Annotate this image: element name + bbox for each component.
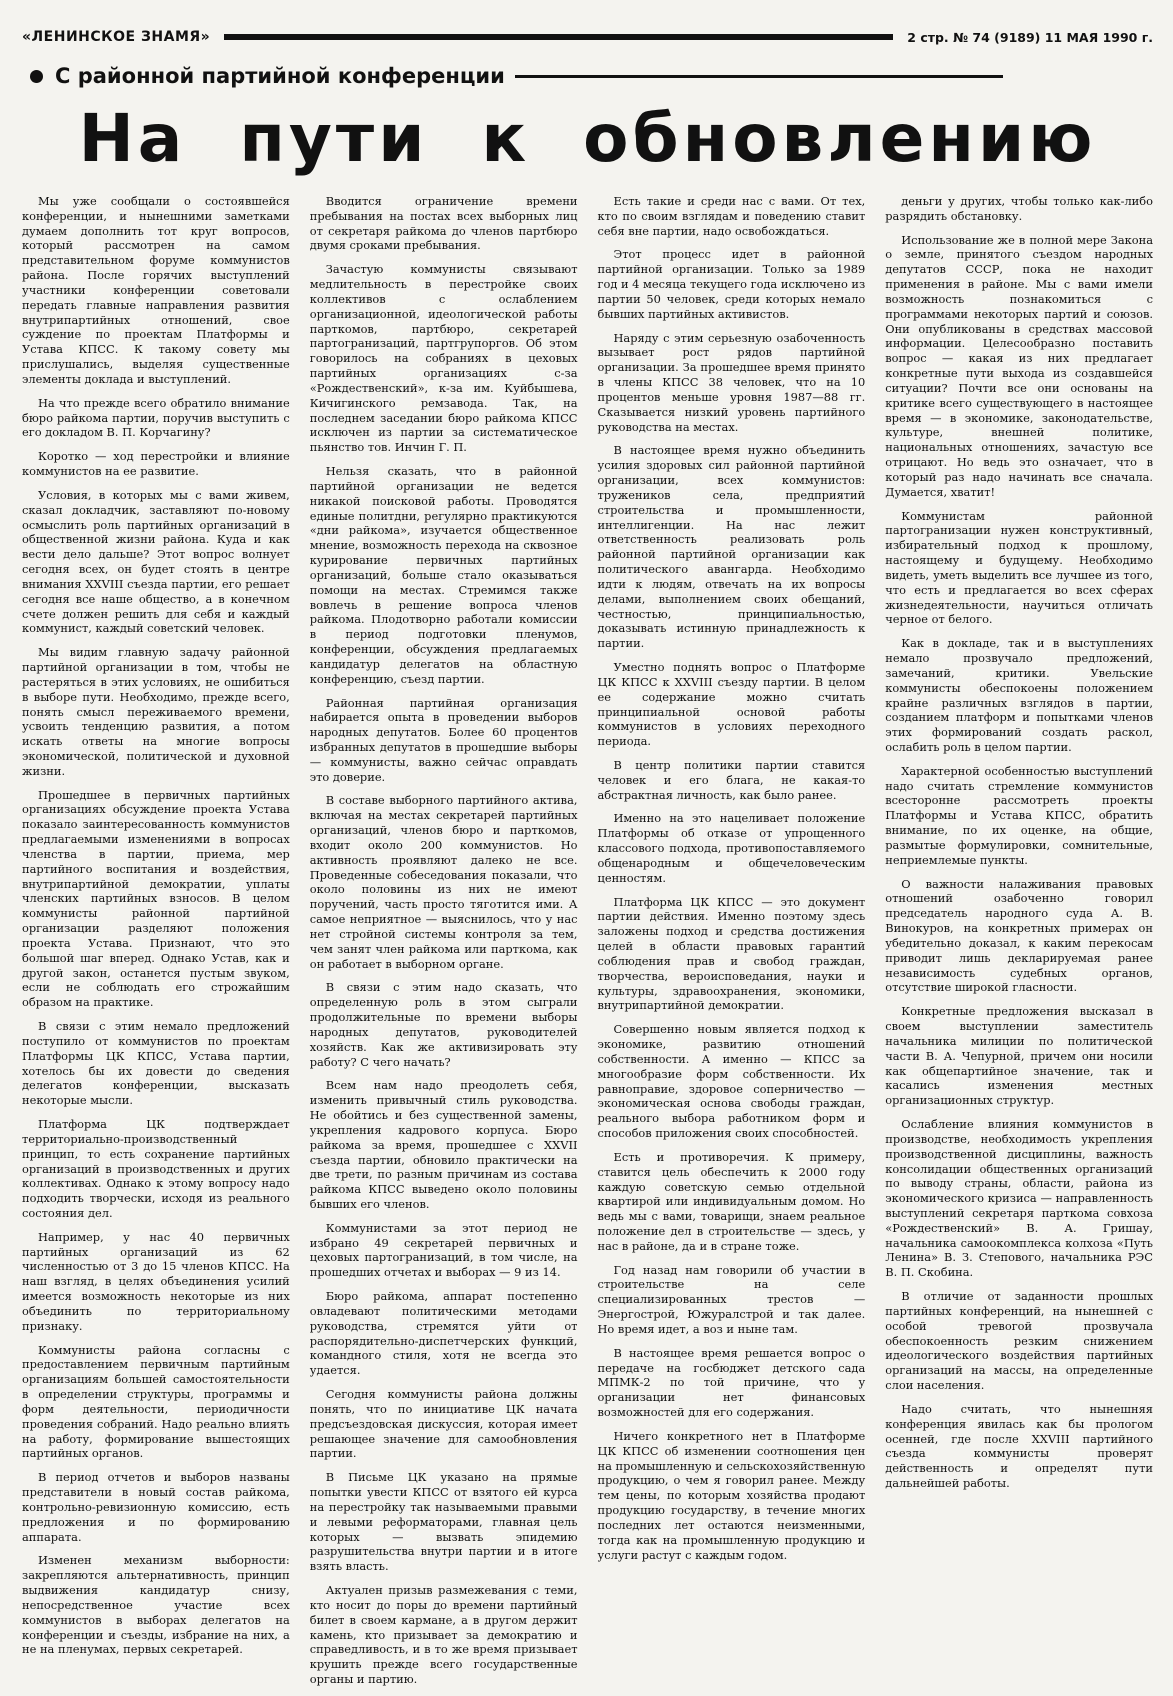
article-column-2: [310, 194, 578, 1696]
article-paragraph: Есть и противоречия. К примеру, ставится цель обеспечить к 2000 году каждую советскую семью отдельной квартирой или индивидуальным домом. Но ведь мы с вами, товарищи, знаем реальное положение дел в строительстве — здесь, у нас в районе, да и в стране тоже.: [597, 1149, 866, 1253]
article-paragraph: Коммунистами за этот период не избрано 49 секретарей первичных и цеховых партогранизаций, в том числе, на прошедших отчетах и выборах — 9 из 14.: [309, 1220, 578, 1280]
article-paragraph: Условия, в которых мы с вами живем, сказал докладчик, заставляют по-новому осмыслить роль партийных организаций в общественной жизни района. Куда и как вести дело дальше? Этот вопрос волнует сегодня всех, он будет стоять в центре внимания XXVIII съезда партии, его решает сегодня все наше общество, а в конечном счете должен решить для себя и каждый коммунист, каждый советский человек.: [22, 487, 290, 636]
article-paragraph: Именно на это нацеливает положение Платформы об отказе от упрощенного классового подхода, противопоставляемого общенародным и общечеловеческим ценностям.: [597, 811, 866, 885]
article-paragraph: В Письме ЦК указано на прямые попытки увести КПСС от взятого ей курса на перестройку так называемыми правыми и левыми реформаторами, главная цель которых — вызвать эпидемию разрушительства внутри партии и в итоге взять власть.: [309, 1470, 578, 1574]
article-paragraph: Например, у нас 40 первичных партийных организаций из 62 численностью от 3 до 15 членов КПСС. На наш взгляд, в целях объединения усилий имеется возможность некоторые из них объединить по территориальному признаку.: [22, 1229, 290, 1333]
article-paragraph: Год назад нам говорили об участии в строительстве на селе специализированных трестов — Энергострой, Южуралстрой и так далее. Но время идет, а воз и ныне там.: [597, 1262, 866, 1336]
article-paragraph: О важности налаживания правовых отношений озабоченно говорил председатель народного суда А. В. Винокуров, на конкретных примерах он убедительно доказал, к каким перекосам приводит лишь декларируемая ранее независимость судебных органов, отсутствие широкой гласности.: [885, 876, 1153, 995]
article-paragraph: Характерной особенностью выступлений надо считать стремление коммунистов всесторонне рассмотреть проекты Платформы и Устава КПСС, обратить внимание, по их оценке, на общие, размытые формулировки, сомнительные, неприемлемые пункты.: [885, 763, 1153, 867]
article-paragraph: Уместно поднять вопрос о Платформе ЦК КПСС к XXVIII съезду партии. В целом ее содержание можно считать принципиальной основой работы коммунистов в условиях переходного периода.: [597, 660, 866, 749]
rubric-text: С районной партийной конференции: [55, 64, 505, 88]
article-column-3: [598, 194, 866, 1696]
article-paragraph: Конкретные предложения высказал в своем выступлении заместитель начальника милиции по политической части В. А. Чепурной, причем они носили как общепартийное значение, так и касались изменения местных организационных структур.: [885, 1004, 1153, 1108]
article-paragraph: В связи с этим надо сказать, что определенную роль в этом сыграли продолжительные по времени выборы народных депутатов, руководителей хозяйств. Как же активизировать эту работу? С чего начать?: [309, 980, 578, 1069]
section-rubric: [22, 64, 1153, 88]
article-paragraph: Коммунисты района согласны с предоставлением первичным партийным организациям большей самостоятельности в определении структуры, программы и форм деятельности, периодичности проведения собраний. Надо реально влиять на работу, формирование вышестоящих партийных органов.: [22, 1342, 290, 1461]
article-paragraph: Надо считать, что нынешняя конференция явилась как бы прологом осенней, где после XXVIII партийного съезда коммунисты проверят действенность и определят пути дальнейшей работы.: [885, 1401, 1153, 1491]
article-paragraph: Этот процесс идет в районной партийной организации. Только за 1989 год и 4 месяца текущего года исключено из партии 50 человек, среди которых немало бывших партийных активистов.: [597, 247, 866, 321]
article-paragraph: Совершенно новым является подход к экономике, развитию отношений собственности. А именно — КПСС за многообразие форм собственности. Их равноправие, здоровое соперничество — экономическая основа свободы граждан, реального выбора работником форм и способов приложения своих способностей.: [597, 1022, 866, 1141]
article-paragraph: Актуален призыв размежевания с теми, кто носит до поры до времени партийный билет в своем кармане, а в другом держит камень, кто призывает за демократию и справедливость, и в то же время призывает крушить прежде всего государственные органы и партию.: [309, 1583, 578, 1687]
issue-info: 2 стр. № 74 (9189) 11 МАЯ 1990 г.: [907, 29, 1153, 45]
article-paragraph: Ничего конкретного нет в Платформе ЦК КПСС об изменении соотношения цен на промышленную и сельскохозяйственную продукцию, о чем я говорил ранее. Между тем цены, по которым хозяйства продают продукцию государству, в течение многих последних лет остаются неизменными, тогда как на промышленную продукцию и услуги растут с каждым годом.: [597, 1428, 866, 1562]
article-column-4: [885, 194, 1153, 1696]
article-paragraph: Бюро райкома, аппарат постепенно овладевают политическими методами руководства, стремятся уйти от распорядительно-диспетчерских функций, командного стиля, хотя не всегда это удается.: [309, 1289, 578, 1378]
article-paragraph: Наряду с этим серьезную озабоченность вызывает рост рядов партийной организации. За прошедшее время принято в члены КПСС 38 человек, что на 10 процентов меньше уровня 1987—88 гг. Сказывается низкий уровень партийного руководства на местах.: [597, 330, 866, 434]
newspaper-name: «ЛЕНИНСКОЕ ЗНАМЯ»: [22, 29, 211, 45]
article-paragraph: Вводится ограничение времени пребывания на постах всех выборных лиц от секретаря райкома до членов партбюро двумя сроками пребывания.: [309, 194, 578, 253]
rubric-bullet-icon: [30, 70, 43, 83]
article-paragraph: В период отчетов и выборов названы представители в новый состав райкома, контрольно-ревизионную комиссию, есть предложения и по формированию аппарата.: [22, 1470, 290, 1544]
masthead-rule: [224, 34, 893, 40]
article-paragraph: Есть такие и среди нас с вами. От тех, кто по своим взглядам и поведению ставит себя вне партии, надо освобождаться.: [597, 194, 866, 238]
rubric-rule: [515, 75, 1003, 78]
article-paragraph: Платформа ЦК подтверждает территориально-производственный принцип, то есть сохранение партийных организаций в производственных и других коллективах. Однако к этому вопросу надо подходить творчески, исходя из реального состояния дел.: [22, 1117, 290, 1220]
article-paragraph: В составе выборного партийного актива, включая на местах секретарей партийных организаций, членов бюро и парткомов, входит около 200 коммунистов. Но активность проявляют далеко не все. Проведенные собеседования показали, что около половины из них не имеют поручений, часть просто тяготится ими. А самое неприятное — выяснилось, что у нас нет стройной системы контроля за тем, чем занят член райкома или парткома, как он работает в выборном органе.: [309, 793, 578, 971]
article-paragraph: Ослабление влияния коммунистов в производстве, необходимость укрепления производственной дисциплины, важность консолидации общественных организаций по выводу страны, области, района из экономического кризиса — направленность выступлений секретаря парткома совхоза «Рождественский» В. А. Гришау, начальника самоокомплекса колхоза «Путь Ленина» В. З. Степового, начальника РЭС В. П. Скобина.: [885, 1117, 1153, 1280]
article-paragraph: Прошедшее в первичных партийных организациях обсуждение проекта Устава показало заинтересованность коммунистов предлагаемыми изменениями в вопросах членства в партии, приема, мер партийного воспитания и воздействия, внутрипартийной демократии, уплаты членских партийных взносов. В целом коммунисты районной партийной организации разделяют положения проекта Устава. Признают, что это большой шаг вперед. Однако Устав, как и другой закон, останется пустым звуком, если не соблюдать его строжайшим образом на практике.: [22, 787, 290, 1010]
article-paragraph: Мы видим главную задачу районной партийной организации в том, чтобы не растеряться в этих условиях, не ошибиться в выборе пути. Необходимо, прежде всего, понять смысл переживаемого времени, усвоить тенденцию развития, а потом искать ответы на многие вопросы экономической, политической и духовной жизни.: [22, 645, 290, 778]
article-paragraph: Сегодня коммунисты района должны понять, что по инициативе ЦК начата предсъездовская дискуссия, которая имеет решающее значение для самообновления партии.: [309, 1387, 578, 1461]
article-paragraph: деньги у других, чтобы только как-либо разрядить обстановку.: [885, 194, 1153, 223]
article-paragraph: Районная партийная организация набирается опыта в проведении выборов народных депутатов. Более 60 процентов избранных депутатов в прошедшие выборы — коммунисты, важно сейчас оправдать это доверие.: [309, 695, 578, 784]
article-column-1: [22, 194, 290, 1696]
article-paragraph: Изменен механизм выборности: закрепляются альтернативность, принцип выдвижения кандидатур снизу, непосредственное участие всех коммунистов в выборах делегатов на конференции и съезды, избрание на них, а не на пленумах, первых секретарей.: [22, 1553, 290, 1657]
article-paragraph: Использование же в полной мере Закона о земле, принятого съездом народных депутатов СССР, пока не находит применения в районе. Мы с вами имели возможность познакомиться с программами некоторых партий и союзов. Они опубликованы в средствах массовой информации. Целесообразно поставить вопрос — какая из них предлагает конкретные пути выхода из создавшейся ситуации? Почти все они основаны на критике всего существующего в настоящее время — в экономике, законодательстве, культуре, внешней политике, национальных отношениях, зачастую все отрицают. Но ведь это означает, что в который раз надо начинать все сначала. Думается, хватит!: [885, 232, 1153, 499]
masthead: [22, 26, 1153, 48]
article-columns: [22, 194, 1153, 1687]
article-paragraph: В настоящее время решается вопрос о передаче на госбюджет детского сада МПМК-2 по той причине, что у организации нет финансовых возможностей для его содержания.: [597, 1345, 866, 1420]
article-paragraph: В связи с этим немало предложений поступило от коммунистов по проектам Платформы ЦК КПСС, Устава партии, хотелось бы их довести до сведения делегатов конференции, высказать некоторые мысли.: [22, 1019, 290, 1108]
article-headline: На пути к обновлению: [78, 100, 1097, 177]
article-paragraph: Мы уже сообщали о состоявшейся конференции, и нынешними заметками думаем дополнить тот круг вопросов, который рассмотрен на самом представительном форуме коммунистов района. После горячих выступлений участники конференции советовали передать главные направления развития внутрипартийных отношений, свое суждение по проектам Платформы и Устава КПСС. К такому совету мы прислушались, выделяя существенные элементы доклада и выступлений.: [22, 194, 290, 386]
article-paragraph: Нельзя сказать, что в районной партийной организации не ведется никакой поисковой работы. Проводятся единые политдни, регулярно практикуются «дни райкома», изучается общественное мнение, возможность перехода на сквозное курирование первичных партийных организаций, больше стало оказываться помощи на местах. Стремимся также вовлечь в решение вопроса членов райкома. Плодотворно работали комиссии в период подготовки пленумов, конференции, обсуждения предлагаемых кандидатур делегатов на областную конференцию, съезд партии.: [309, 464, 578, 686]
article-paragraph: В отличие от заданности прошлых партийных конференций, на нынешней с особой тревогой прозвучала обеспокоенность резким снижением идеологического воздействия партийных организаций на массы, на определенные слои населения.: [885, 1289, 1153, 1393]
article-paragraph: В настоящее время нужно объединить усилия здоровых сил районной партийной организации, всех коммунистов: тружеников села, предприятий строительства и промышленности, интеллигенции. На нас лежит ответственность реализовать роль районной партийной организации как политического авангарда. Необходимо идти к людям, отвечать на их вопросы делами, выполнением своих обещаний, честностью, принципиальностью, доказывать истинную принадлежность к партии.: [597, 443, 866, 651]
article-paragraph: Платформа ЦК КПСС — это документ партии действия. Именно поэтому здесь заложены подход и средства достижения целей в области правовых гарантий соблюдения прав и свобод граждан, творчества, вероисповедания, науки и культуры, здравоохранения, экономики, внутрипартийной демократии.: [597, 894, 866, 1013]
article-paragraph: Как в докладе, так и в выступлениях немало прозвучало предложений, замечаний, критики. Увельские коммунисты обеспокоены положением крайне различных взглядов в партии, созданием платформ и попытками членов этих формирований создать раскол, ослабить роль в целом партии.: [885, 636, 1153, 754]
article-paragraph: Всем нам надо преодолеть себя, изменить привычный стиль руководства. Не обойтись и без существенной замены, укрепления кадрового корпуса. Бюро райкома за время, прошедшее с XXVII съезда партии, обновило практически на две трети, по разным причинам из состава райкома КПСС выведено около половины бывших его членов.: [309, 1078, 578, 1211]
article-paragraph: Зачастую коммунисты связывают медлительность в перестройке своих коллективов с ослаблением организационной, идеологической работы парткомов, партбюро, секретарей партогранизаций, партгрупоргов. Об этом говорилось на собраниях в цеховых партийных организациях с-за «Рождественский», к-за им. Куйбышева, Кичигинского ремзавода. Так, на последнем заседании бюро райкома КПСС исключен из партии за систематическое пьянство тов. Инчин Г. П.: [309, 262, 578, 455]
article-paragraph: Коротко — ход перестройки и влияние коммунистов на ее развитие.: [22, 449, 290, 479]
article-paragraph: На что прежде всего обратило внимание бюро райкома партии, поручив выступить с его докладом В. П. Корчагину?: [22, 395, 290, 440]
article-paragraph: Коммунистам районной партогранизации нужен конструктивный, избирательный подход к прошлому, настоящему и будущему. Необходимо видеть, уметь выделить все лучшее из того, что есть и предлагается во всех сферах жизнедеятельности, научиться отличать черное от белого.: [885, 508, 1153, 627]
article-paragraph: В центр политики партии ставится человек и его блага, не какая-то абстрактная личность, как было ранее.: [597, 757, 866, 802]
